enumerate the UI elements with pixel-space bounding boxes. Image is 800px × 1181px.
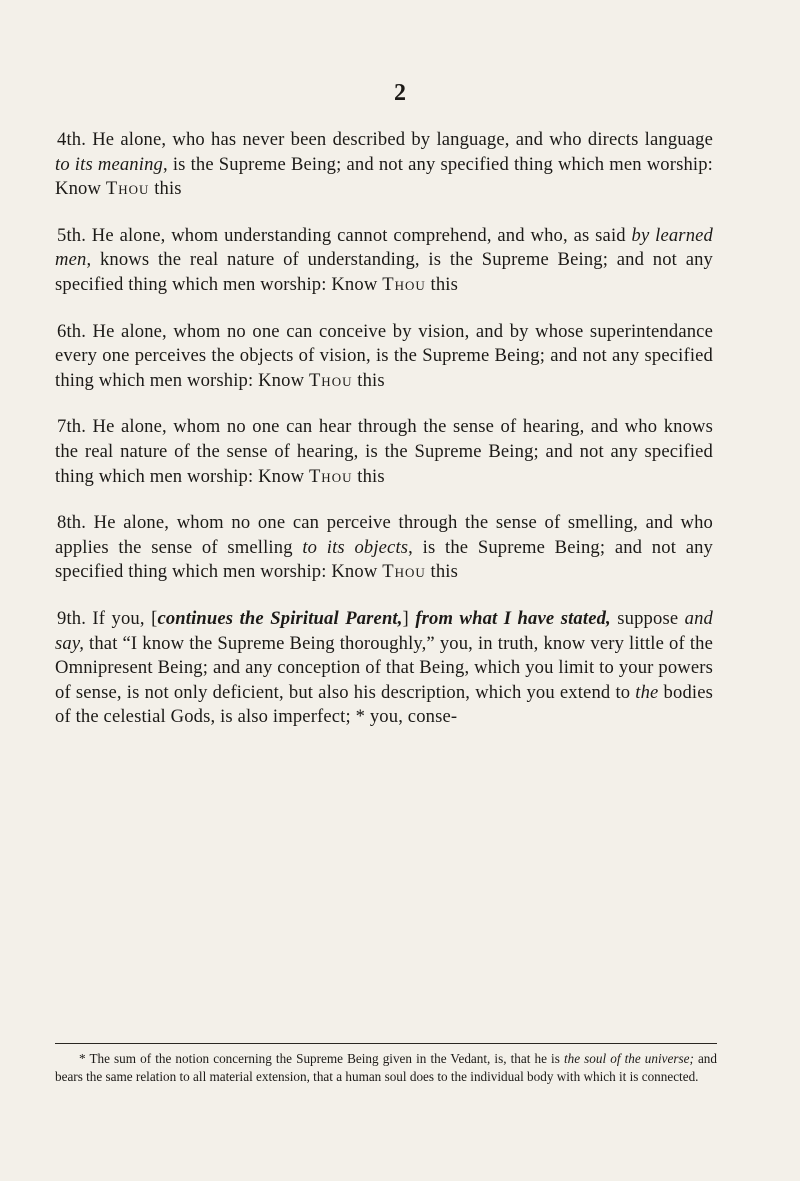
text-run: this [352, 465, 385, 487]
paragraph-7th [55, 415, 713, 489]
paragraph-9th [55, 607, 713, 730]
italic-run: the soul of the universe; [563, 1051, 694, 1066]
text-run: this [425, 273, 459, 295]
text-run: that “I know the Supreme Being thoroughly,” you, in truth, know very little of the Omnipresent Being; and any conception of that Being, which you limit to your powers of sense, is not only deficient, but also his description, which you extend to [55, 632, 713, 703]
text-run: , is the Supreme Being; and not any specified thing which men worship: Know [55, 536, 713, 583]
text-run: , knows the real nature of understanding, is the Supreme Being; and not any specified thing which men worship: Know [55, 249, 713, 295]
footnote [55, 1050, 717, 1085]
text-run: , is the Supreme Being; and not any specified thing which men worship: Know [55, 153, 713, 200]
text-run: bodies of the celestial Gods, is also imperfect; * you, conse- [55, 681, 713, 728]
text-run: this [425, 561, 459, 583]
small-caps-thou: Thou [105, 178, 150, 200]
footnote-indent [55, 1051, 79, 1066]
italic-run: to its objects [302, 536, 409, 558]
text-run: this [352, 369, 385, 391]
text-run: 5th. He alone, whom understanding cannot comprehend, and who, as said [57, 224, 632, 246]
italic-run: the [635, 681, 659, 703]
text-run: ] [402, 607, 416, 629]
italic-run: continues the Spiritual Parent, [157, 607, 403, 629]
italic-run: by learned men [55, 224, 713, 271]
paragraph-8th [55, 511, 713, 585]
paragraph-6th [55, 320, 713, 394]
text-run: suppose [610, 607, 685, 629]
italic-run: and say, [55, 607, 713, 654]
text-run: and bears the same relation to all material extension, that a human soul does to the individual body with which it is connected. [55, 1051, 717, 1084]
small-caps-thou: Thou [382, 273, 426, 295]
paragraph-5th [55, 224, 713, 298]
text-run: 4th. He alone, who has never been described by language, and who directs language [57, 129, 713, 150]
italic-run: from what I have stated, [415, 607, 611, 629]
text-run: * The sum of the notion concerning the Supreme Being given in the Vedant, is, that he is [79, 1051, 564, 1066]
small-caps-thou: Thou [308, 465, 353, 487]
text-run: 9th. If you, [ [57, 607, 158, 629]
footnote-divider [55, 1043, 717, 1044]
paragraph-4th [55, 128, 713, 202]
text-run: this [149, 178, 182, 200]
page-number: 2 [394, 80, 406, 106]
small-caps-thou: Thou [382, 561, 426, 583]
text-run: 6th. He alone, whom no one can conceive by vision, and by whose superintendance every one perceives the objects of vision, is the Supreme Being; and not any specified thing which men worship: Know [55, 320, 713, 391]
text-run: 7th. He alone, whom no one can hear through the sense of hearing, and who knows the real nature of the sense of hearing, is the Supreme Being; and not any specified thing which men worship: Know [55, 416, 713, 487]
small-caps-thou: Thou [308, 369, 353, 391]
text-run: 8th. He alone, whom no one can perceive through the sense of smelling, and who applies the sense of smelling [55, 512, 713, 558]
italic-run: to its meaning [55, 153, 163, 175]
main-text [55, 128, 713, 730]
